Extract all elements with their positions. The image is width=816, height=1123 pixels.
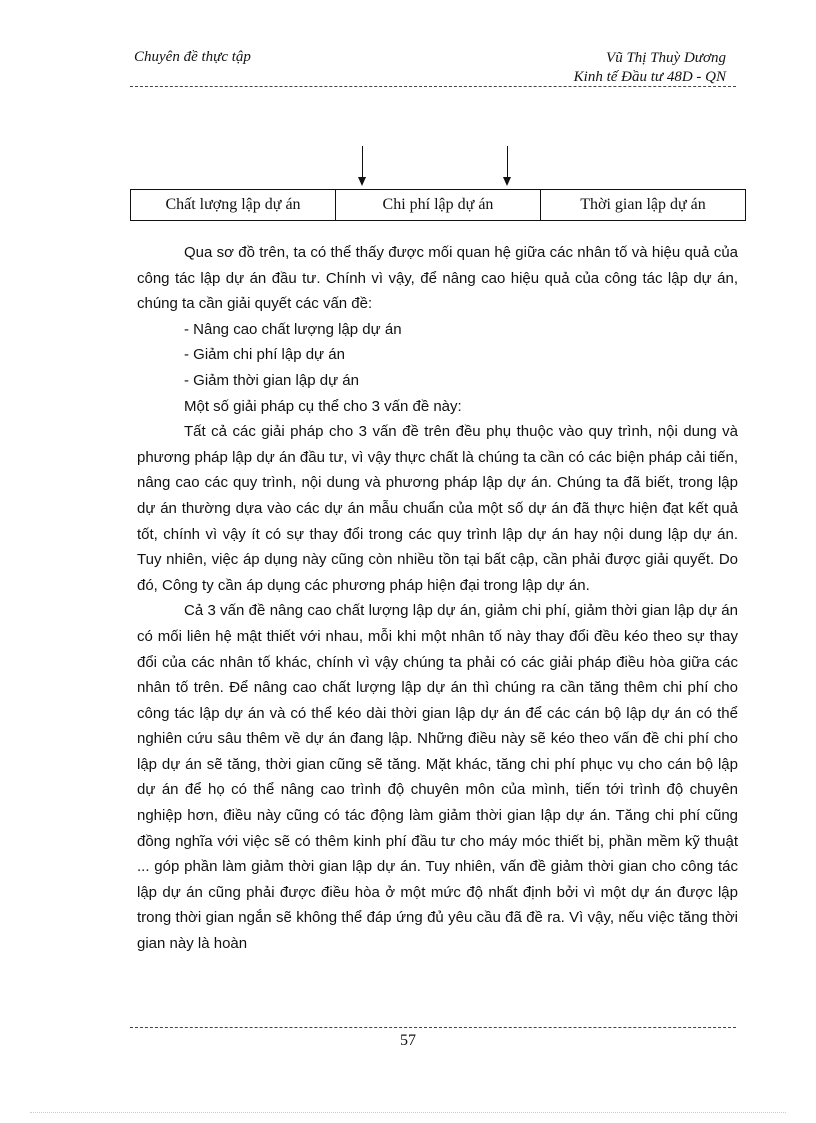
paragraph-solutions-lead: Một số giải pháp cụ thể cho 3 vấn đề này: [184,397,462,415]
footer-rule [130,1027,736,1028]
page-number: 57 [400,1032,416,1049]
down-arrow-left [362,146,363,184]
bottom-dotted-line [30,1112,786,1113]
bullet-cost: - Giảm chi phí lập dự án [184,346,345,364]
header-class: Kinh tế Đầu tư 48D - QN [573,69,726,85]
down-arrow-right [507,146,508,184]
relationship-diagram [130,146,746,222]
bullet-time: - Giảm thời gian lập dự án [184,371,359,389]
header-right [574,49,726,87]
paragraph-methods: Tất cả các giải pháp cho 3 vấn đề trên đều phụ thuộc vào quy trình, nội dung và phương pháp lập dự án đầu tư, vì vậy thực chất là chúng ta cần có các biện pháp cải tiến, nâng cao các quy trình, nội dung và phương pháp lập dự án. Chúng ta đã biết, trong lập dự án thường dựa vào các dự án mẫu chuẩn của một số dự án đã thực hiện đạt kết quả tốt, chính vì vậy ít có sự thay đổi trong các quy trình lập dự án hay nội dung lập dự án. Tuy nhiên, việc áp dụng này cũng còn nhiều tồn tại bất cập, cần phải được giải quyết. Do đó, Công ty cần áp dụng các phương pháp hiện đại trong lập dự án. [137,423,738,594]
header-author: Vũ Thị Thuỳ Dương [606,50,726,66]
paragraph-intro: Qua sơ đồ trên, ta có thể thấy được mối quan hệ giữa các nhân tố và hiệu quả của công tác lập dự án đầu tư. Chính vì vậy, để nâng cao hiệu quả của công tác lập dự án, chúng ta cần giải quyết các vấn đề: [137,244,738,313]
box-cost: Chi phí lập dự án [335,190,540,220]
box-quality: Chất lượng lập dự án [165,196,301,213]
header-rule [130,86,736,87]
paragraph-interrelation: Cả 3 vấn đề nâng cao chất lượng lập dự án, giảm chi phí, giảm thời gian lập dự án có mối liên hệ mật thiết với nhau, mỗi khi một nhân tố này thay đổi đều kéo theo sự thay đổi của các nhân tố khác, chính vì vậy chúng ta phải có các giải pháp điều hòa giữa các nhân tố trên. Để nâng cao chất lượng lập dự án thì chúng ra cần tăng thêm chi phí cho công tác lập dự án và có thể kéo dài thời gian lập dự án để các cán bộ lập dự án có thể nghiên cứu sâu thêm về dự án đang lập. Những điều này sẽ kéo theo vấn đề chi phí cho lập dự án sẽ tăng, thời gian cũng sẽ tăng. Mặt khác, tăng chi phí phục vụ cho cán bộ lập dự án để họ có thể nâng cao trình độ chuyên môn của mình, tiến tới trình độ chuyên nghiệp hơn, điều này cũng có tác động làm giảm thời gian lập dự án. Tăng chi phí cũng đồng nghĩa với việc sẽ có thêm kinh phí đầu tư cho máy móc thiết bị, phần mềm kỹ thuật ... góp phần làm giảm thời gian lập dự án. Tuy nhiên, vấn đề giảm thời gian cho công tác lập dự án cũng phải được điều hòa ở một mức độ nhất định bởi vì một dự án được lập trong thời gian ngắn sẽ không thể đáp ứng đủ yêu cầu đã đề ra. Vì vậy, nếu việc tăng thời gian này là hoàn [137,602,738,953]
diagram-boxes [130,189,746,221]
bullet-quality: - Nâng cao chất lượng lập dự án [184,320,402,338]
body-text [137,240,738,957]
box-time: Thời gian lập dự án [540,190,745,220]
header-left: Chuyên đề thực tập [134,49,251,65]
